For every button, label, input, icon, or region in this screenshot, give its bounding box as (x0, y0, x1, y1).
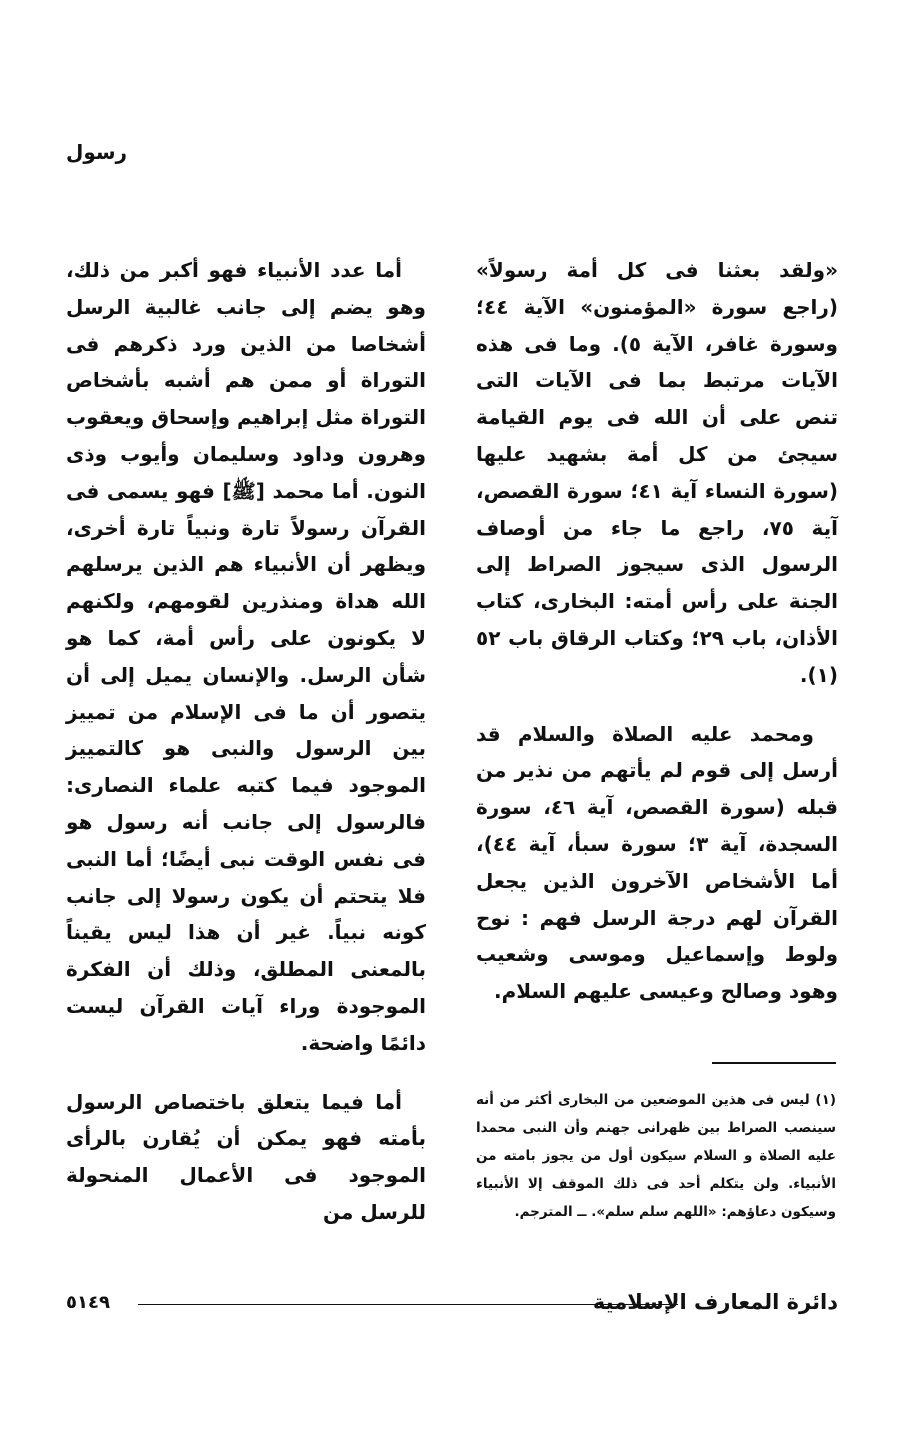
footnote: (١) ليس فى هذين الموضعين من البخارى أكثر من أنه سينصب الصراط بين ظهرانى جهنم وأن النبى محمدا عليه الصلاة و السلام سيكون أول من يجوز بامته من الأنبياء. ولن يتكلم أحد فى ذلك الموقف إلا الأنبياء وسيكون دعاؤهم: «اللهم سلم سلم». ــ المترجم. (476, 1092, 836, 1220)
footnote-divider (712, 1062, 836, 1064)
right-paragraph-1: «ولقد بعثنا فى كل أمة رسولاً» (راجع سورة «المؤمنون» الآية ٤٤؛ وسورة غافر، الآية ٥). وما فى هذه الآيات مرتبط بما فى الآيات التى تنص على أن الله فى يوم القيامة سيجئ من كل أمة بشهيد عليها (سورة النساء آية ٤١؛ سورة القصص، آية ٧٥، راجع ما جاء من أوصاف الرسول الذى سيجوز الصراط إلى الجنة على رأس أمته: البخارى، كتاب الأذان، باب ٢٩؛ وكتاب الرقاق باب ٥٢ (١). (476, 258, 839, 687)
left-paragraph-2: أما فيما يتعلق باختصاص الرسول بأمته فهو يمكن أن يُقارن بالرأى الموجود فى الأعمال المنحولة للرسل من (66, 1089, 426, 1224)
running-head: رسول (66, 140, 128, 164)
right-paragraph-2: ومحمد عليه الصلاة والسلام قد أرسل إلى قوم لم يأتهم من نذير من قبله (سورة القصص، آية ٤٦، سورة السجدة، آية ٣؛ سورة سبأ، آية ٤٤)، أما الأشخاص الآخرون الذين يجعل القرآن لهم درجة الرسل فهم : نوح ولوط وإسماعيل وموسى وشعيب وهود وصالح وعيسى عليهم السلام. (476, 721, 839, 1004)
footer-rule (138, 1304, 678, 1305)
page-number: ٥١٤٩ (66, 1292, 110, 1313)
page-footer (66, 1290, 838, 1320)
footer-title: دائرة المعارف الإسلامية (592, 1290, 838, 1314)
left-paragraph-1: أما عدد الأنبياء فهو أكبر من ذلك، وهو يضم إلى جانب غالبية الرسل أشخاصا من الذين ورد ذكرهم فى التوراة أو ممن هم أشبه بأشخاص التوراة مثل إبراهيم وإسحاق ويعقوب وهرون وداود وسليمان وأيوب وذى النون. أما محمد [ﷺ] فهو يسمى فى القرآن رسولاً تارة ونبياً تارة أخرى، ويظهر أن الأنبياء هم الذين يرسلهم الله هداة ومنذرين لقومهم، ولكنهم لا يكونون على رأس أمة، كما هو شأن الرسل. والإنسان يميل إلى أن يتصور أن ما فى الإسلام من تمييز بين الرسول والنبى هو كالتمييز الموجود فيما كتبه علماء النصارى: فالرسول إلى جانب أنه رسول هو فى نفس الوقت نبى أيضًا؛ أما النبى فلا يتحتم أن يكون رسولا إلى جانب كونه نبياً. غير أن هذا ليس يقيناً بالمعنى المطلق، وذلك أن الفكرة الموجودة وراء آيات القرآن ليست دائمًا واضحة. (66, 258, 426, 1055)
left-column (66, 252, 426, 1231)
right-column (476, 252, 838, 1010)
